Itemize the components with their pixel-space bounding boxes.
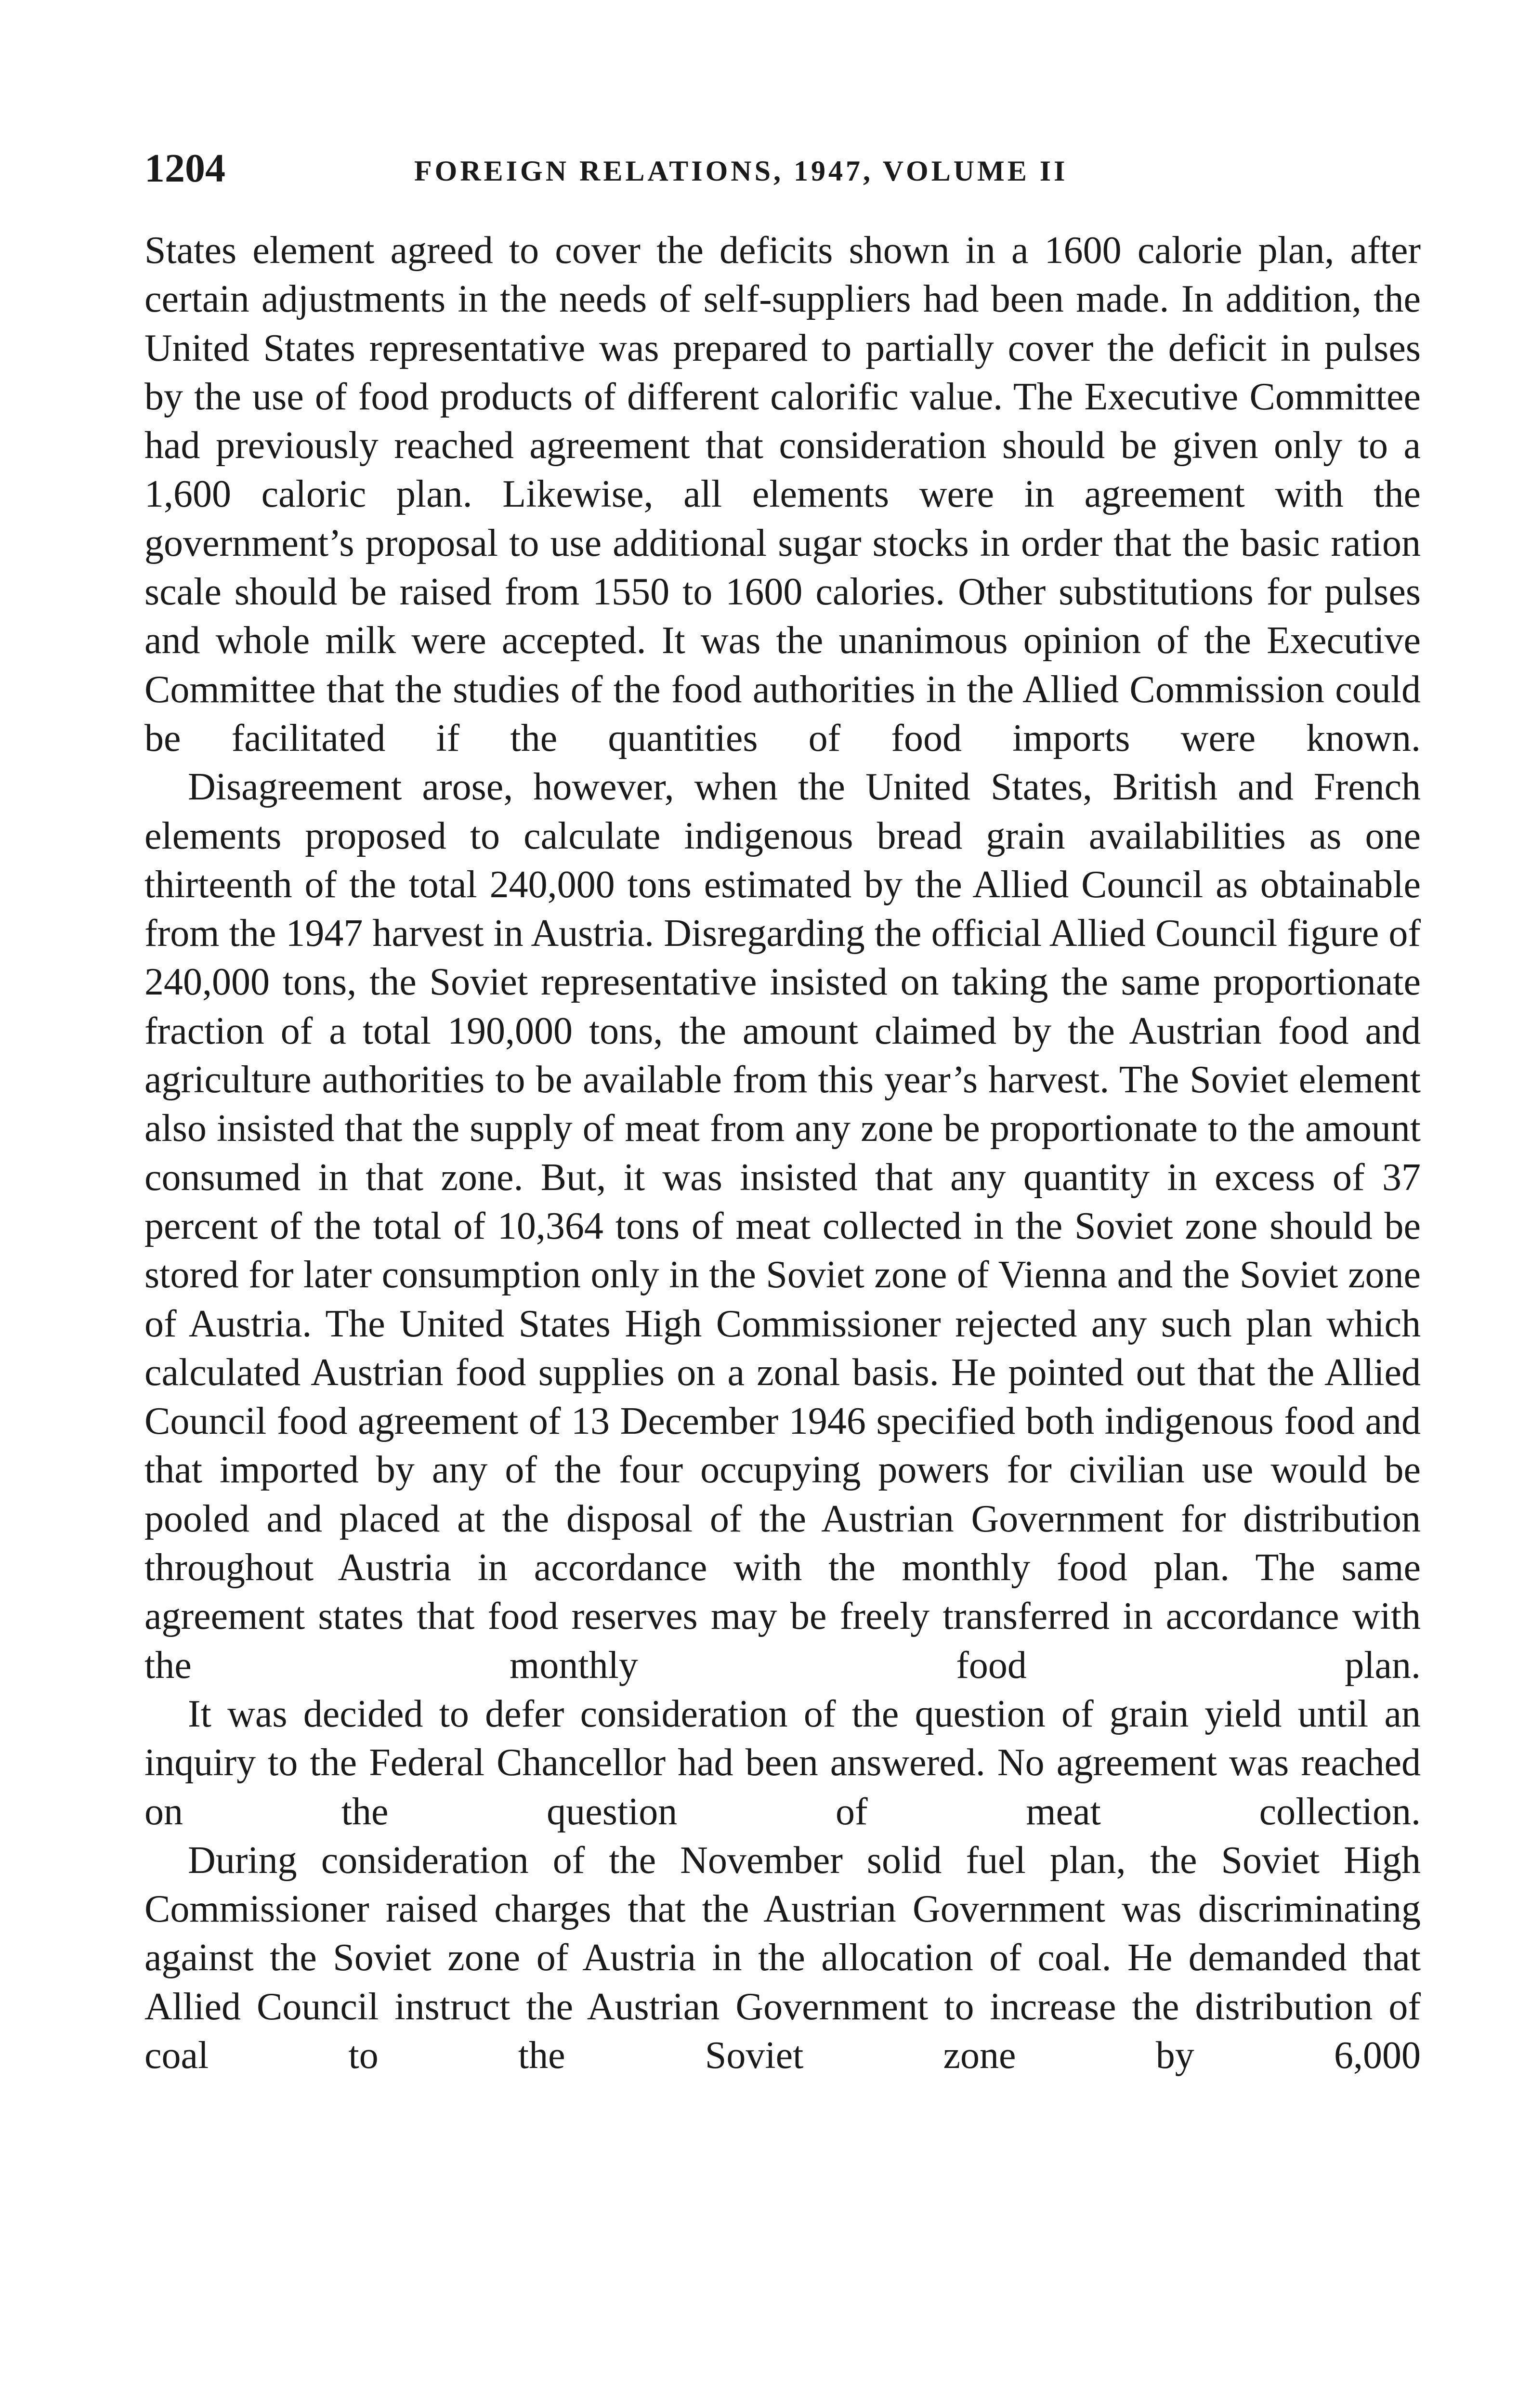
running-head: FOREIGN RELATIONS, 1947, VOLUME II bbox=[414, 155, 1068, 187]
paragraph-grain-yield: It was decided to defer consideration of the question of grain yield until an inquiry to the Federal Chancellor had been answered. No agreement was reached on the question of meat collection. bbox=[144, 1692, 1421, 1833]
paragraph-solid-fuel: During consideration of the November solid fuel plan, the Soviet High Commissioner raised charges that the Austrian Government was discriminating against the Soviet zone of Austria in the allocation of coal. He demanded that Allied Council instruct the Austrian Government to increase the distribution of coal to the Soviet zone by 6,000 bbox=[144, 1839, 1421, 2077]
paragraph-continued: States element agreed to cover the deficits shown in a 1600 calorie plan, after certain adjustments in the needs of self-suppliers had been made. In addition, the United States representative was prepared to partially cover the deficit in pulses by the use of food products of different calorific value. The Executive Committee had previously reached agreement that consideration should be given only to a 1,600 caloric plan. Likewise, all elements were in agreement with the government’s proposal to use additional sugar stocks in order that the basic ration scale should be raised from 1550 to 1600 calories. Other substitutions for pulses and whole milk were accepted. It was the unanimous opinion of the Executive Committee that the studies of the food authorities in the Allied Commission could be facilitated if the quantities of food imports were known. bbox=[144, 229, 1421, 759]
page-header bbox=[144, 140, 1421, 197]
paragraph-disagreement: Disagreement arose, however, when the United States, British and French elements proposed to calculate indigenous bread grain availabilities as one thirteenth of the total 240,000 tons estimated by the Allied Council as obtainable from the 1947 harvest in Austria. Disregarding the official Allied Council figure of 240,000 tons, the Soviet representative insisted on taking the same proportionate fraction of a total 190,000 tons, the amount claimed by the Austrian food and agriculture authorities to be available from this year’s harvest. The Soviet element also insisted that the supply of meat from any zone be proportionate to the amount consumed in that zone. But, it was insisted that any quantity in excess of 37 percent of the total of 10,364 tons of meat collected in the Soviet zone should be stored for later consumption only in the Soviet zone of Vienna and the Soviet zone of Austria. The United States High Commissioner rejected any such plan which calculated Austrian food supplies on a zonal basis. He pointed out that the Allied Council food agreement of 13 December 1946 specified both indigenous food and that imported by any of the four occupying powers for civilian use would be pooled and placed at the disposal of the Austrian Government for distribution throughout Austria in accordance with the monthly food plan. The same agreement states that food reserves may be freely transferred in accordance with the monthly food plan. bbox=[144, 766, 1421, 1687]
body-text bbox=[144, 226, 1421, 2080]
page-number: 1204 bbox=[144, 146, 225, 191]
